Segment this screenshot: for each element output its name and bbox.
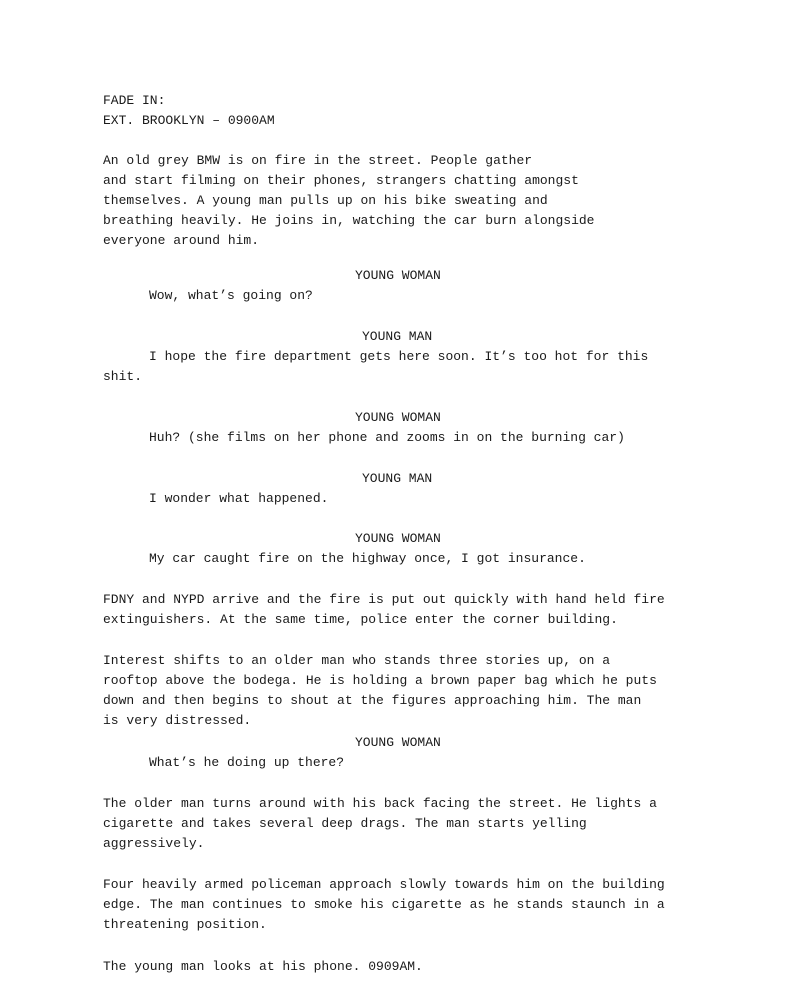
character-name: YOUNG MAN [362, 471, 433, 486]
action-paragraph: Interest shifts to an older man who stands three stories up, on a rooftop above the bodega. He is holding a brown paper bag which he puts down and then begins to shout at the figures approaching him. The man is very distressed. [103, 653, 657, 728]
action-paragraph: FDNY and NYPD arrive and the fire is put out quickly with hand held fire extinguishers. At the same time, police enter the corner building. [103, 592, 665, 627]
dialogue-line: Wow, what’s going on? [149, 288, 313, 303]
action-paragraph: The older man turns around with his back facing the street. He lights a cigarette and takes several deep drags. The man starts yelling aggressively. [103, 796, 657, 851]
dialogue-line: I hope the fire department gets here soon. It’s too hot for this [149, 349, 649, 364]
character-name: YOUNG WOMAN [355, 410, 441, 425]
action-paragraph: Four heavily armed policeman approach slowly towards him on the building edge. The man continues to smoke his cigarette as he stands staunch in a threatening position. [103, 877, 665, 932]
character-name: YOUNG WOMAN [355, 268, 441, 283]
action-line: The young man looks at his phone. 0909AM. [103, 959, 423, 974]
character-name: YOUNG WOMAN [355, 531, 441, 546]
dialogue-line: What’s he doing up there? [149, 755, 345, 770]
dialogue-line: I wonder what happened. [149, 491, 329, 506]
dialogue-line: My car caught fire on the highway once, I got insurance. [149, 551, 586, 566]
scene-heading: EXT. BROOKLYN – 0900AM [103, 113, 275, 128]
dialogue-line: Huh? (she films on her phone and zooms in on the burning car) [149, 430, 625, 445]
action-paragraph: An old grey BMW is on fire in the street. People gather and start filming on their phones, strangers chatting amongst themselves. A young man pulls up on his bike sweating and breathing heavily. He joins in, watching the car burn alongside everyone around him. [103, 153, 595, 248]
transition: FADE IN: [103, 93, 166, 108]
dialogue-line: shit. [103, 369, 143, 384]
character-name: YOUNG WOMAN [355, 735, 441, 750]
character-name: YOUNG MAN [362, 329, 433, 344]
